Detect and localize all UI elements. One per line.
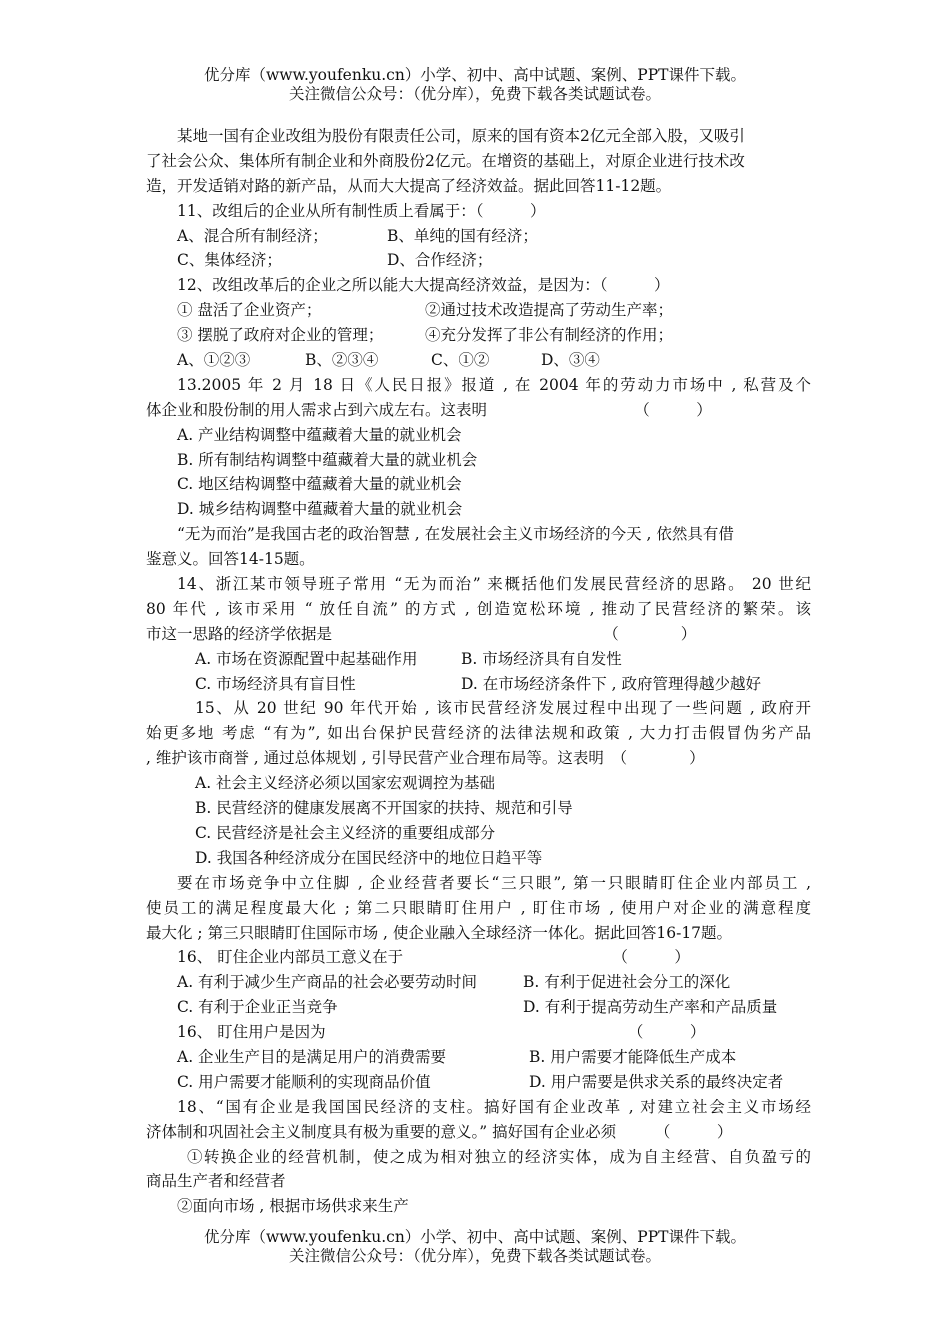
question-14-options-row <box>146 672 811 697</box>
option-c: C. 用户需要才能顺利的实现商品价值 <box>177 1072 431 1091</box>
option-b: B. 用户需要才能降低生产成本 <box>529 1047 737 1066</box>
passage-1-line: 造，开发适销对路的新产品，从而大大提高了经济效益。据此回答11-12题。 <box>146 176 672 195</box>
option-b: B、②③④ <box>305 351 379 370</box>
option-d: D. 用户需要是供求关系的最终决定者 <box>529 1072 784 1091</box>
passage-1-line: 了社会公众、集体所有制企业和外商股份2亿元。在增资的基础上，对原企业进行技术改 <box>146 151 745 170</box>
option-c: C. 市场经济具有盲目性 <box>195 674 356 693</box>
exam-content <box>146 124 811 1219</box>
question-11-stem: 11、改组后的企业从所有制性质上看属于：（ ） <box>177 201 546 220</box>
option-b: B. 所有制结构调整中蕴藏着大量的就业机会 <box>177 450 478 469</box>
option-d: D、合作经济； <box>387 251 493 270</box>
passage-3-line: 使员工的满足程度最大化 ; 第二只眼睛盯住用户 , 盯住市场 , 使用户对企业的满意程度 <box>146 898 811 917</box>
question-12-options-row <box>146 348 811 373</box>
option-c: C、集体经济； <box>177 251 282 270</box>
option-a: A、混合所有制经济； <box>177 226 328 245</box>
option-a: A. 有利于减少生产商品的社会必要劳动时间 <box>177 973 478 992</box>
header-line-2: 关注微信公众号：（优分库），免费下载各类试题试卷。 <box>288 85 661 103</box>
question-12-stem: 12、改组改革后的企业之所以能大大提高经济效益，是因为：（ ） <box>177 276 670 295</box>
option-b: B、单纯的国有经济； <box>387 226 538 245</box>
header-line-1: 优分库（www.youfenku.cn）小学、初中、高中试题、案例、PPT课件下载。 <box>203 66 747 84</box>
statement-1: ① 盘活了企业资产； <box>177 301 322 320</box>
option-c: C、①② <box>431 351 490 370</box>
question-16-options-row <box>146 970 811 995</box>
footer-line-2: 关注微信公众号：（优分库），免费下载各类试题试卷。 <box>288 1247 661 1265</box>
option-a: A、①②③ <box>177 351 251 370</box>
question-16-stem: 16、 盯住企业内部员工意义在于 （ ） <box>177 948 690 967</box>
option-d: D. 城乡结构调整中蕴藏着大量的就业机会 <box>177 500 463 519</box>
question-17-options-row <box>146 1045 811 1070</box>
question-12-statements-row <box>146 323 811 348</box>
passage-3-line: 要在市场竞争中立住脚 , 企业经营者要长“三只眼”, 第一只眼睛盯住企业内部员工 , <box>177 873 811 892</box>
question-18-statement-2: ②面向市场 , 根据市场供求来生产 <box>177 1197 409 1216</box>
question-18-statement-1: ①转换企业的经营机制，使之成为相对独立的经济实体，成为自主经营、自负盈亏的 <box>187 1147 811 1166</box>
statement-4: ④充分发挥了非公有制经济的作用； <box>425 326 674 345</box>
question-15-stem: 始更多地 考虑 “有为”, 如出台保护民营经济的法律法规和政策 , 大力打击假冒伪劣产品 <box>146 724 811 743</box>
option-d: D. 我国各种经济成分在国民经济中的地位日趋平等 <box>195 848 543 867</box>
question-18-statement-1: 商品生产者和经营者 <box>146 1172 286 1191</box>
page-footer <box>0 1228 950 1266</box>
footer-line-1: 优分库（www.youfenku.cn）小学、初中、高中试题、案例、PPT课件下载。 <box>203 1228 747 1246</box>
question-13-stem: 体企业和股份制的用人需求占到六成左右。这表明 （ ） <box>146 400 712 419</box>
option-a: A. 产业结构调整中蕴藏着大量的就业机会 <box>177 425 462 444</box>
question-18-stem: 18、“国有企业是我国国民经济的支柱。搞好国有企业改革 , 对建立社会主义市场经 <box>177 1097 811 1116</box>
option-c: C. 有利于企业正当竞争 <box>177 998 338 1017</box>
option-b: B. 有利于促进社会分工的深化 <box>523 973 731 992</box>
passage-2-line: “无为而治”是我国古老的政治智慧 , 在发展社会主义市场经济的今天 , 依然具有借 <box>177 525 734 544</box>
option-a: A. 社会主义经济必须以国家宏观调控为基础 <box>195 774 496 793</box>
question-14-stem: 14、浙江某市领导班子常用 “无为而治” 来概括他们发展民营经济的思路。 20 世纪 <box>177 575 811 594</box>
passage-1-line: 某地一国有企业改组为股份有限责任公司，原来的国有资本2亿元全部入股，又吸引 <box>177 127 745 145</box>
question-17-options-row <box>146 1070 811 1095</box>
question-15-stem: , 维护该市商誉 , 通过总体规划 , 引导民营产业合理布局等。这表明 （ ） <box>146 749 705 768</box>
option-c: C. 地区结构调整中蕴藏着大量的就业机会 <box>177 475 462 494</box>
question-14-stem: 市这一思路的经济学依据是 （ ） <box>146 624 697 643</box>
statement-3: ③ 摆脱了政府对企业的管理； <box>177 326 384 345</box>
question-11-options-row <box>146 224 811 249</box>
option-d: D. 有利于提高劳动生产率和产品质量 <box>523 998 778 1017</box>
option-d: D、③④ <box>541 351 600 370</box>
passage-2-line: 鉴意义。回答14-15题。 <box>146 550 315 569</box>
option-a: A. 企业生产目的是满足用户的消费需要 <box>177 1047 447 1066</box>
option-a: A. 市场在资源配置中起基础作用 <box>195 649 418 668</box>
question-14-stem: 80 年代 , 该市采用 “ 放任自流” 的方式 , 创造宽松环境 , 推动了民营经济的繁荣。该 <box>146 599 811 618</box>
question-12-statements-row <box>146 298 811 323</box>
statement-2: ②通过技术改造提高了劳动生产率； <box>425 301 674 320</box>
option-b: B. 民营经济的健康发展离不开国家的扶持、规范和引导 <box>195 799 573 818</box>
question-14-options-row <box>146 647 811 672</box>
question-17-stem: 16、 盯住用户是因为 （ ） <box>177 1023 706 1042</box>
question-11-options-row <box>146 248 811 273</box>
option-d: D. 在市场经济条件下 , 政府管理得越少越好 <box>461 674 762 693</box>
option-c: C. 民营经济是社会主义经济的重要组成部分 <box>195 823 496 842</box>
passage-3-line: 最大化 ; 第三只眼睛盯住国际市场 , 使企业融入全球经济一体化。据此回答16-17题。 <box>146 923 733 942</box>
question-16-options-row <box>146 995 811 1020</box>
question-18-stem: 济体制和巩固社会主义制度具有极为重要的意义。” 搞好国有企业必须 （ ） <box>146 1122 733 1141</box>
page-header <box>0 66 950 104</box>
option-b: B. 市场经济具有自发性 <box>461 649 622 668</box>
question-15-stem: 15、从 20 世纪 90 年代开始 , 该市民营经济发展过程中出现了一些问题 , 政府开 <box>195 699 811 718</box>
question-13-stem: 13.2005 年 2 月 18 日《人民日报》报道 , 在 2004 年的劳动力市场中 , 私营及个 <box>177 375 811 394</box>
